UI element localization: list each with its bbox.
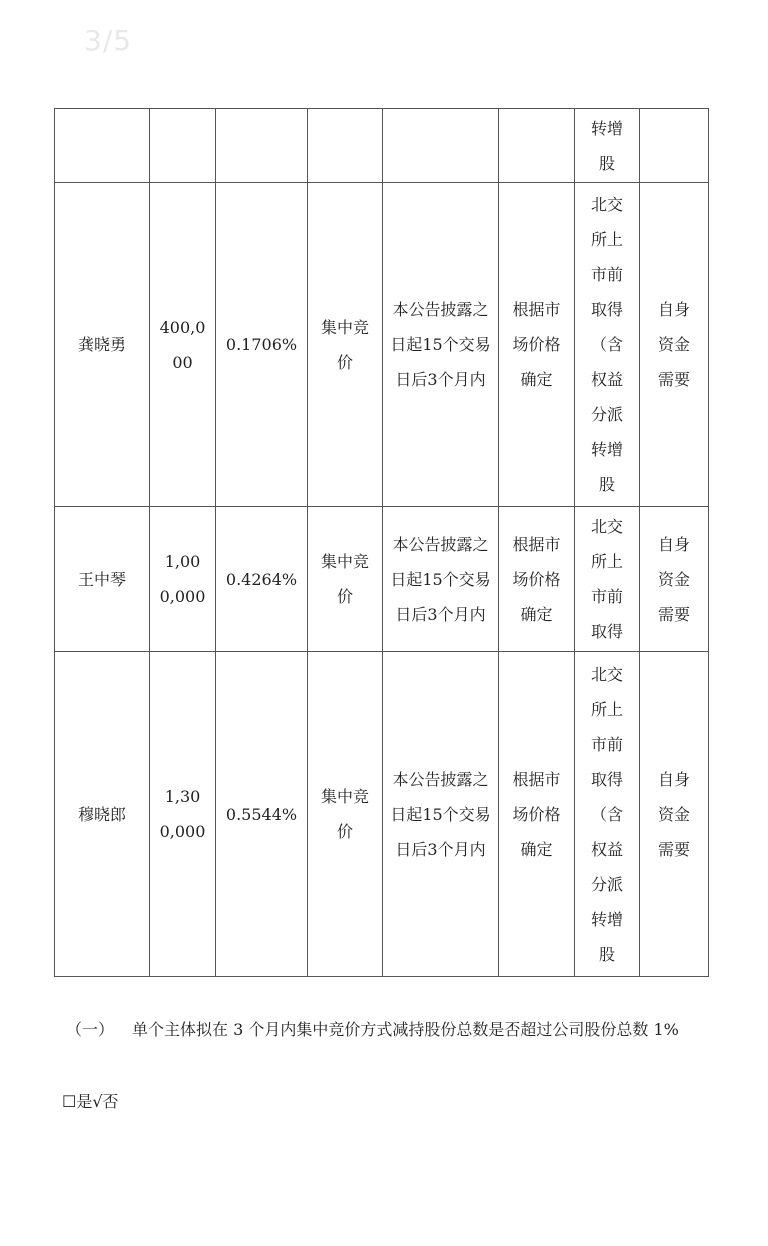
table-row: [55, 183, 709, 507]
method-cell: 集中竞价: [308, 183, 383, 507]
holder-name-cell: 王中琴: [55, 507, 150, 652]
method-cell: 集中竞价: [308, 652, 383, 977]
answer-options: [62, 1084, 119, 1120]
price-cell: 根据市场价格确定: [499, 652, 575, 977]
table-cell: [383, 109, 499, 183]
question-number: （一）: [66, 1020, 115, 1039]
shares-cell: 400,000: [150, 183, 216, 507]
holder-name-cell: 穆晓郎: [55, 652, 150, 977]
period-cell: 本公告披露之日起15个交易日后3个月内: [383, 507, 499, 652]
reduction-plan-table: [54, 108, 709, 977]
table-cell: [640, 109, 709, 183]
table-cell: [499, 109, 575, 183]
table-row: [55, 507, 709, 652]
ratio-cell: 0.1706%: [216, 183, 308, 507]
ratio-cell: 0.4264%: [216, 507, 308, 652]
reason-cell: 自身资金需要: [640, 507, 709, 652]
holder-name-cell: 龚晓勇: [55, 183, 150, 507]
source-line: 转增: [590, 118, 623, 138]
table-cell: [216, 109, 308, 183]
price-cell: 根据市场价格确定: [499, 507, 575, 652]
source-cell: 北交所上市前取得: [575, 507, 640, 652]
table-cell: [150, 109, 216, 183]
ratio-cell: 0.5544%: [216, 652, 308, 977]
table-cell: [55, 109, 150, 183]
method-cell: 集中竞价: [308, 507, 383, 652]
source-cell: 北交所上市前取得（含权益分派转增股: [575, 183, 640, 507]
period-cell: 本公告披露之日起15个交易日后3个月内: [383, 183, 499, 507]
source-cell: 北交所上市前取得（含权益分派转增股: [575, 652, 640, 977]
source-line: 股: [598, 153, 615, 173]
option-yes-checkbox[interactable]: ☐是: [62, 1092, 93, 1111]
question-text: 单个主体拟在 3 个月内集中竞价方式减持股份总数是否超过公司股份总数 1%: [132, 1020, 679, 1039]
reason-cell: 自身资金需要: [640, 652, 709, 977]
shares-cell: 1,000,000: [150, 507, 216, 652]
period-cell: 本公告披露之日起15个交易日后3个月内: [383, 652, 499, 977]
reason-cell: 自身资金需要: [640, 183, 709, 507]
question-paragraph: [58, 1012, 708, 1048]
price-cell: 根据市场价格确定: [499, 183, 575, 507]
shares-cell: 1,300,000: [150, 652, 216, 977]
table-cell: [308, 109, 383, 183]
table-row: [55, 652, 709, 977]
page-indicator: 3/5: [84, 24, 133, 57]
table-row: [55, 109, 709, 183]
option-no-checkbox[interactable]: √否: [92, 1092, 119, 1111]
source-cell: [575, 109, 640, 183]
